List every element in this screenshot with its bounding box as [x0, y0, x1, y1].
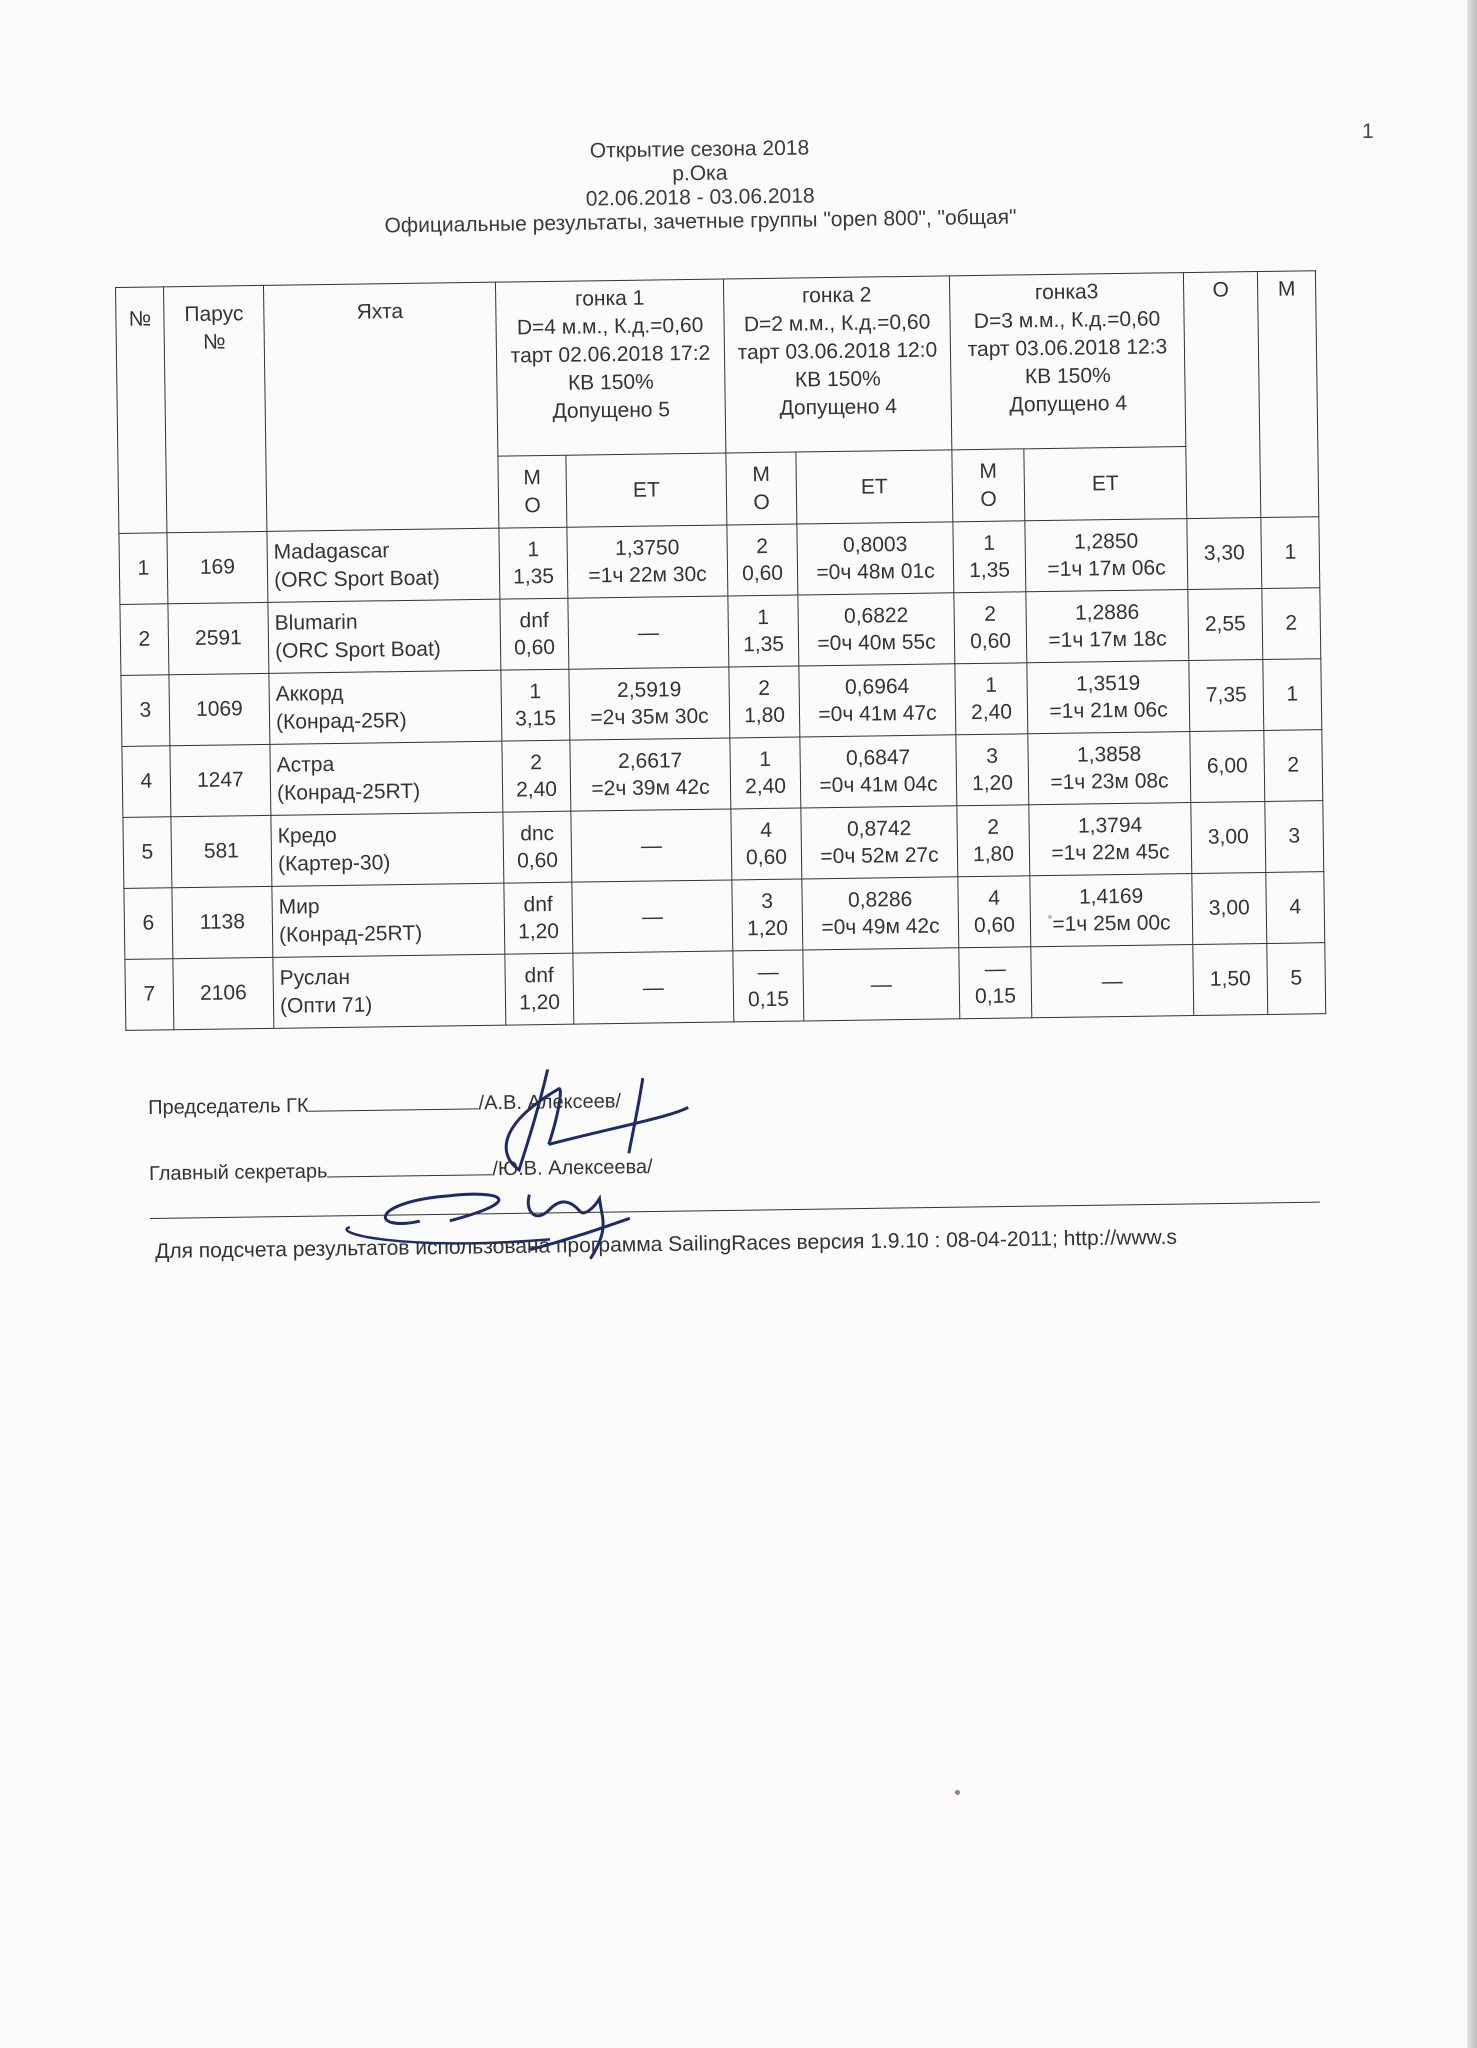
- race-place: 4: [988, 886, 1001, 910]
- results-table: [115, 270, 1326, 1031]
- sub-mo-3-bottom: О: [980, 487, 997, 511]
- sub-mo-3-top: М: [979, 459, 998, 483]
- result-rows: [119, 517, 1326, 1031]
- race-3-distance: D=3 м.м., К.д.=0,60: [973, 307, 1161, 334]
- row-place: 2: [1262, 588, 1321, 660]
- race-et-time: =1ч 22м 45с: [1051, 840, 1170, 865]
- row-sail: 581: [171, 815, 272, 887]
- race-1-place-points: [501, 669, 570, 741]
- race-et-coef: 2,6617: [617, 749, 683, 774]
- race-et-time: =1ч 22м 30с: [588, 562, 707, 588]
- race-1-title: гонка 1: [574, 286, 645, 311]
- race-3-et: [1030, 874, 1193, 947]
- race-et-time: =1ч 21м 06с: [1049, 698, 1168, 723]
- race-et-coef: 0,8003: [842, 532, 908, 557]
- row-sail: 1069: [169, 673, 270, 745]
- sub-mo-1-bottom: О: [524, 493, 541, 517]
- race-1-admitted: Допущено 5: [552, 398, 671, 423]
- row-total-points: 6,00: [1190, 731, 1265, 803]
- yacht-name: Аккорд: [275, 681, 344, 706]
- footer-note: Для подсчета результатов использована программа SailingRaces версия 1.9.10 : 08-04-2011; http://www.s: [155, 1225, 1178, 1263]
- chair-name: /А.В. Алексеев/: [478, 1090, 622, 1115]
- yacht-class: (Опти 71): [279, 993, 373, 1018]
- race-1-et: [568, 596, 729, 669]
- race-1-start: тарт 02.06.2018 17:2: [510, 341, 711, 368]
- race-place: dnf: [524, 963, 554, 988]
- header-num: №: [116, 287, 167, 534]
- race-1-et: [571, 809, 732, 882]
- race-3-et: [1029, 803, 1192, 876]
- race-1-place-points: [503, 811, 572, 883]
- row-num: 2: [120, 604, 169, 676]
- yacht-name: Кредо: [277, 823, 337, 848]
- race-2-place-points: [728, 595, 799, 667]
- race-et-coef: 1,3750: [614, 536, 680, 561]
- scan-edge: [1467, 0, 1477, 2048]
- race-place: 4: [760, 818, 773, 843]
- race-et-time: =1ч 17м 06с: [1047, 556, 1166, 582]
- race-et-time: =0ч 49м 42с: [821, 914, 940, 940]
- race-2-kv: КВ 150%: [794, 367, 881, 392]
- header-sail-text: Парус №: [184, 302, 244, 354]
- race-et-coef: 0,6847: [845, 745, 911, 770]
- event-location: р.Ока: [672, 161, 728, 186]
- race-et-coef: 1,2850: [1073, 529, 1139, 554]
- yacht-name: Астра: [276, 752, 335, 777]
- race-place: —: [757, 960, 779, 985]
- race-et-coef: —: [641, 904, 664, 929]
- secretary-label: Главный секретарь: [148, 1160, 328, 1185]
- race-3-et: [1027, 661, 1190, 734]
- results-table-wrap: [115, 270, 1326, 1031]
- race-et-coef: 1,3794: [1077, 813, 1143, 838]
- race-et-coef: 0,6964: [844, 674, 910, 699]
- race-points: 0,60: [973, 913, 1016, 938]
- yacht-name: Blumarin: [274, 610, 358, 635]
- race-1-place-points: [504, 882, 573, 954]
- sub-mo-2-top: М: [752, 462, 771, 486]
- sub-mo-1: [498, 455, 567, 528]
- row-yacht: [267, 528, 500, 602]
- race-3-start: тарт 03.06.2018 12:3: [967, 335, 1168, 362]
- race-et-time: =2ч 39м 42с: [591, 775, 710, 801]
- race-et-coef: 1,3519: [1075, 671, 1141, 696]
- race-3-place-points: [956, 734, 1029, 806]
- race-et-time: =1ч 17м 18с: [1048, 627, 1167, 653]
- race-1-place-points: [502, 740, 571, 812]
- race-3-place-points: [958, 876, 1031, 948]
- event-dates: 02.06.2018 - 03.06.2018: [585, 184, 815, 211]
- race-1-et: [572, 880, 733, 953]
- row-sail: 169: [167, 531, 268, 603]
- yacht-name: Madagascar: [273, 539, 390, 564]
- row-num: 4: [122, 746, 171, 818]
- row-sail: 1138: [172, 886, 273, 958]
- signature-secretary-mark: [248, 1097, 711, 1303]
- race-points: 0,60: [745, 845, 788, 870]
- race-1-place-points: [505, 953, 574, 1025]
- race-et-coef: 0,6822: [843, 603, 909, 628]
- race-points: 1,20: [517, 919, 560, 944]
- race-2-place-points: [729, 666, 800, 738]
- race-points: 2,40: [515, 777, 558, 802]
- race-et-coef: —: [870, 972, 892, 997]
- race-1-place-points: [499, 527, 568, 599]
- race-points: 1,35: [742, 632, 785, 657]
- header-race-1: [495, 279, 725, 456]
- race-2-place-points: [730, 737, 801, 809]
- row-total-points: 3,00: [1192, 872, 1267, 944]
- header-race-3: [949, 273, 1185, 450]
- row-total-points: 3,00: [1191, 801, 1266, 873]
- race-place: 2: [530, 751, 543, 775]
- row-place: 2: [1264, 730, 1323, 802]
- sub-mo-1-top: М: [523, 465, 542, 489]
- race-et-coef: —: [637, 620, 660, 645]
- race-2-et: [801, 806, 958, 879]
- race-points: 1,35: [968, 558, 1011, 583]
- yacht-name: Руслан: [279, 965, 351, 990]
- race-place: 1: [983, 531, 996, 555]
- race-3-place-points: [957, 805, 1030, 877]
- race-1-kv: КВ 150%: [567, 370, 654, 395]
- row-yacht: [271, 812, 504, 886]
- race-1-et: [567, 525, 728, 598]
- race-points: 2,40: [970, 700, 1013, 725]
- race-place: —: [984, 957, 1006, 981]
- race-points: 1,20: [746, 916, 789, 941]
- race-3-place-points: [955, 663, 1028, 735]
- race-et-time: =0ч 41м 47с: [818, 701, 937, 727]
- row-place: 4: [1266, 872, 1325, 944]
- race-place: 1: [529, 680, 542, 704]
- row-place: 1: [1263, 659, 1322, 731]
- race-3-et: [1026, 590, 1189, 663]
- race-points: 0,60: [516, 848, 559, 873]
- race-place: 2: [984, 602, 997, 626]
- race-et-coef: 0,8742: [846, 816, 912, 841]
- race-2-et: [802, 877, 959, 950]
- row-total-points: 3,30: [1187, 518, 1262, 590]
- race-place: 3: [761, 889, 774, 914]
- race-2-et: [799, 664, 956, 737]
- race-et-time: =0ч 52м 27с: [820, 843, 939, 869]
- header-place: М: [1257, 271, 1318, 518]
- row-sail: 2106: [173, 957, 274, 1029]
- scan-speck: [955, 1790, 960, 1795]
- race-3-kv: КВ 150%: [1024, 364, 1111, 389]
- page-number: 1: [1362, 120, 1374, 143]
- secretary-signature-line: [327, 1156, 492, 1177]
- header-race-2: [723, 276, 951, 453]
- race-3-et: [1025, 519, 1188, 592]
- race-place: 2: [758, 676, 771, 701]
- sub-et-2: ЕТ: [796, 450, 953, 524]
- header-yacht: Яхта: [263, 282, 498, 531]
- race-et-coef: 0,8286: [847, 887, 913, 912]
- results-subtitle: Официальные результаты, зачетные группы "open 800", "общая": [384, 205, 1017, 238]
- race-points: 0,60: [969, 629, 1012, 654]
- race-et-coef: 1,3858: [1076, 742, 1142, 767]
- yacht-name: Мир: [278, 895, 320, 919]
- race-place: dnf: [519, 608, 549, 633]
- table-header-row: [116, 271, 1318, 462]
- row-yacht: [273, 954, 506, 1028]
- row-yacht: [272, 883, 505, 957]
- race-points: 0,15: [974, 984, 1017, 1009]
- event-title: Открытие сезона 2018: [589, 136, 810, 163]
- race-3-place-points: [959, 947, 1032, 1019]
- sub-mo-2-bottom: О: [753, 490, 770, 514]
- race-et-coef: 1,2886: [1074, 600, 1140, 625]
- sub-mo-2: [726, 452, 797, 525]
- race-2-et: [803, 948, 960, 1021]
- yacht-class: (Конрад-25R): [275, 708, 407, 734]
- row-total-points: 7,35: [1189, 660, 1264, 732]
- race-et-coef: 1,4169: [1078, 884, 1144, 909]
- race-3-place-points: [954, 592, 1027, 664]
- race-1-et: [570, 738, 731, 811]
- race-place: 2: [756, 534, 769, 559]
- scan-speck: [1048, 915, 1052, 919]
- row-num: 6: [124, 888, 173, 960]
- race-place: dnc: [520, 821, 555, 846]
- sub-mo-3: [952, 449, 1025, 522]
- yacht-class: (Конрад-25RT): [276, 779, 421, 805]
- race-3-title: гонка3: [1034, 280, 1099, 305]
- race-et-coef: —: [1101, 969, 1123, 993]
- race-et-time: =1ч 25м 00с: [1052, 911, 1171, 936]
- row-total-points: 1,50: [1193, 943, 1268, 1015]
- race-2-place-points: [727, 524, 798, 596]
- row-sail: 1247: [170, 744, 271, 816]
- race-et-coef: 2,5919: [616, 678, 682, 703]
- race-1-distance: D=4 м.м., К.д.=0,60: [516, 313, 704, 340]
- race-place: 2: [987, 815, 1000, 839]
- race-place: 3: [986, 744, 999, 768]
- race-place: 1: [759, 747, 772, 772]
- document-header: [299, 132, 1100, 239]
- race-3-admitted: Допущено 4: [1009, 391, 1128, 417]
- race-2-start: тарт 03.06.2018 12:0: [737, 338, 938, 365]
- race-et-time: =2ч 35м 30с: [590, 704, 709, 730]
- yacht-class: (ORC Sport Boat): [274, 637, 441, 663]
- race-2-place-points: [731, 808, 802, 880]
- race-et-time: =1ч 23м 08с: [1050, 769, 1169, 794]
- race-points: 1,20: [518, 990, 561, 1015]
- race-points: 0,60: [513, 635, 556, 660]
- race-place: 1: [527, 538, 540, 562]
- chair-signature-line: [308, 1090, 478, 1111]
- header-points: О: [1183, 272, 1260, 519]
- race-points: 2,40: [744, 774, 787, 799]
- race-points: 0,60: [741, 561, 784, 586]
- race-points: 1,35: [512, 564, 555, 589]
- race-points: 1,80: [743, 703, 786, 728]
- row-yacht: [269, 670, 502, 744]
- race-points: 1,20: [971, 771, 1014, 796]
- race-2-et: [798, 593, 955, 666]
- race-2-distance: D=2 м.м., К.д.=0,60: [743, 310, 931, 337]
- race-points: 1,80: [972, 842, 1015, 867]
- race-3-place-points: [953, 521, 1026, 593]
- race-place: 1: [757, 605, 770, 630]
- row-num: 1: [119, 533, 168, 605]
- row-num: 3: [121, 675, 170, 747]
- header-sail: [164, 285, 267, 532]
- row-place: 3: [1265, 801, 1324, 873]
- race-et-time: =0ч 48м 01с: [816, 559, 935, 585]
- race-2-admitted: Допущено 4: [779, 395, 898, 420]
- row-place: 1: [1261, 517, 1320, 589]
- sub-et-1: ЕТ: [566, 453, 727, 527]
- race-points: 0,15: [747, 987, 790, 1012]
- yacht-class: (ORC Sport Boat): [273, 566, 440, 592]
- row-num: 5: [123, 817, 172, 889]
- race-2-title: гонка 2: [801, 283, 872, 308]
- race-1-et: [573, 951, 734, 1024]
- row-place: 5: [1267, 943, 1326, 1015]
- row-sail: 2591: [168, 602, 269, 674]
- race-et-coef: —: [640, 833, 663, 858]
- row-num: 7: [125, 959, 174, 1031]
- race-et-coef: —: [642, 975, 664, 1000]
- race-place: dnf: [523, 892, 553, 917]
- row-yacht: [268, 599, 501, 673]
- race-et-time: =0ч 40м 55с: [817, 630, 936, 656]
- race-3-et: [1031, 945, 1194, 1018]
- sub-et-3: ЕТ: [1024, 447, 1187, 521]
- secretary-name: /Ю.В. Алексеева/: [492, 1155, 653, 1181]
- race-et-time: =0ч 41м 04с: [819, 772, 938, 798]
- chair-label: Председатель ГК: [148, 1094, 309, 1119]
- race-2-et: [797, 522, 954, 595]
- race-2-et: [800, 735, 957, 808]
- race-1-et: [569, 667, 730, 740]
- yacht-class: (Конрад-25RT): [278, 921, 423, 947]
- race-3-et: [1028, 732, 1191, 805]
- race-points: 3,15: [514, 706, 557, 731]
- row-yacht: [270, 741, 503, 815]
- race-1-place-points: [500, 598, 569, 670]
- row-total-points: 2,55: [1188, 589, 1263, 661]
- yacht-class: (Картер-30): [277, 851, 391, 876]
- race-2-place-points: [733, 950, 804, 1022]
- race-place: 1: [985, 673, 998, 697]
- race-2-place-points: [732, 879, 803, 951]
